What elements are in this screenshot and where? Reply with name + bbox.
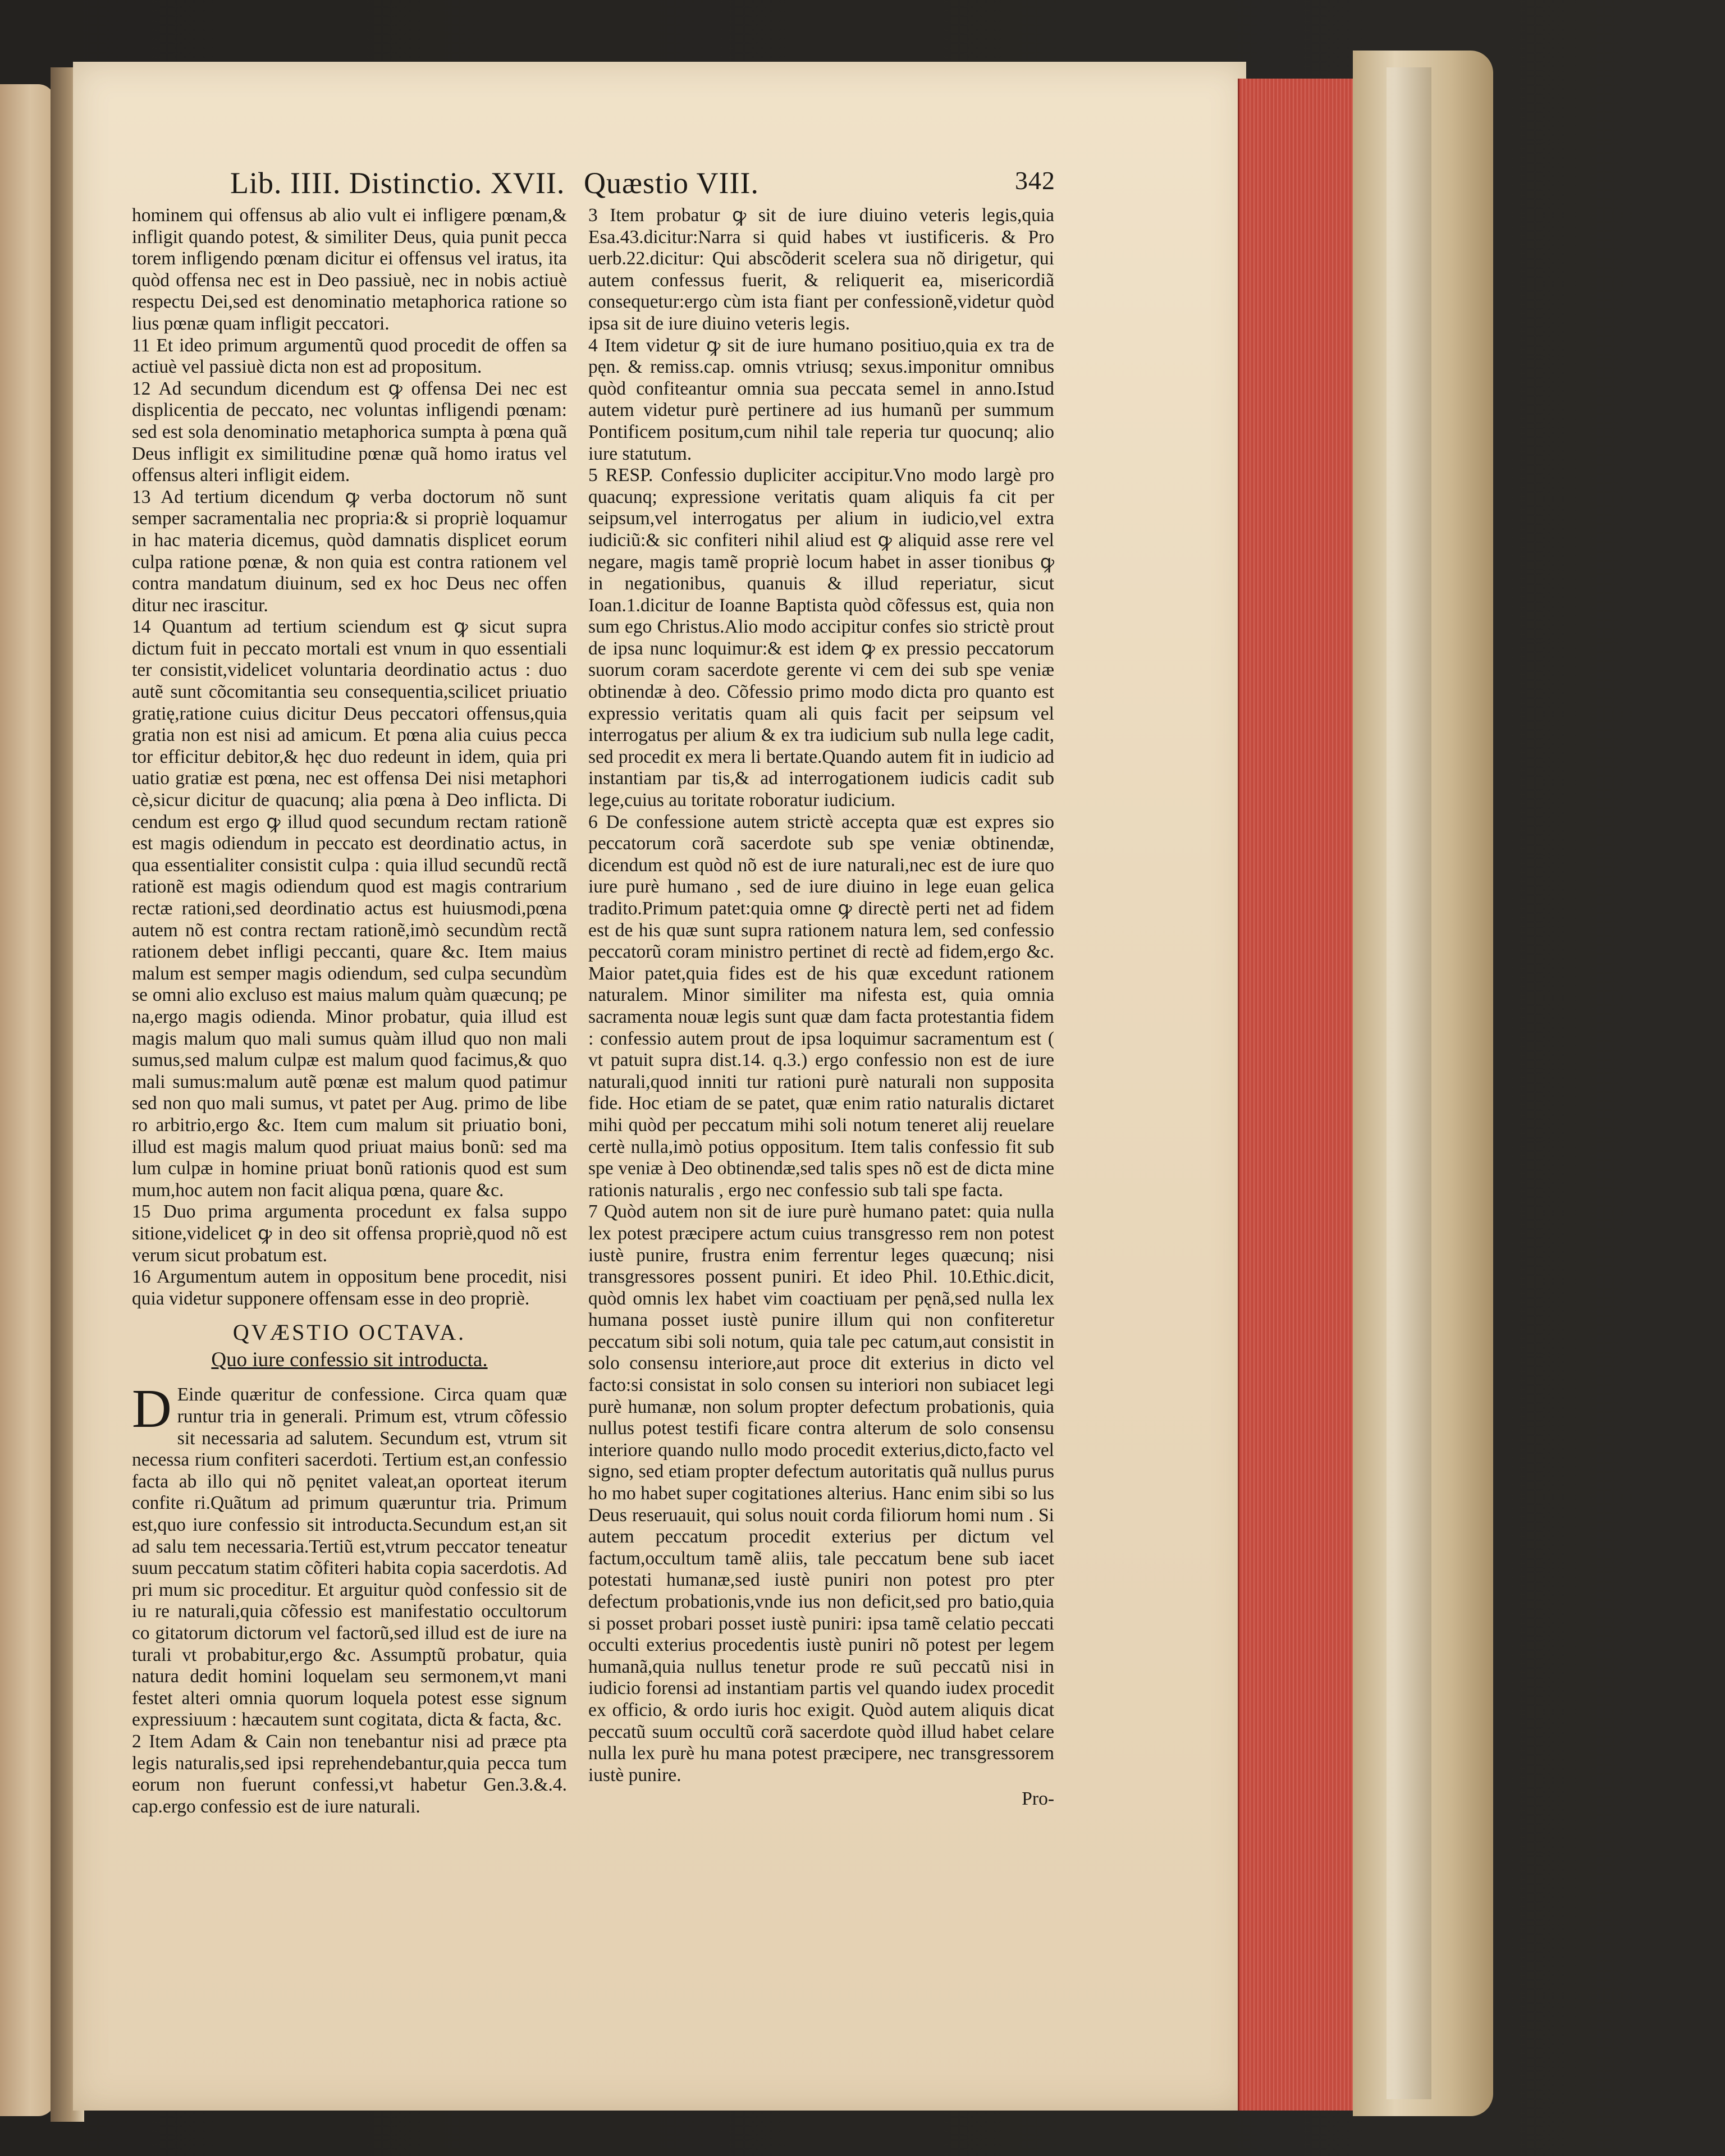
page-number: 342	[1015, 166, 1055, 195]
paragraph: 12 Ad secundum dicendum est ꝙ offensa Dei nec est displicentia de peccato, nec voluntas infligendi pœnam: sed est sola denominatio metaphorica sumpta à pœna quã Deus infligit ex similitudine pœnæ quã homo iratus vel offensus alteri infligit eidem.	[132, 378, 567, 486]
paragraph: 13 Ad tertium dicendum ꝙ verba doctorum nõ sunt semper sacramentalia nec propria:& si propriè loquamur in hac materia dicemus, quòd damnatis displicet eorum culpa ratione pœnæ, & non quia est contra rationem vel contra mandatum diuinum, sed ex hoc Deus nec offen ditur nec irascitur.	[132, 486, 567, 616]
question-subtitle: Quo iure confessio sit introducta.	[211, 1348, 488, 1371]
paragraph: 15 Duo prima argumenta procedunt ex falsa suppo sitione,videlicet ꝙ in deo sit offensa propriè,quod nõ est verum sicut probatum est.	[132, 1201, 567, 1266]
vellum-fold	[1387, 67, 1431, 2099]
paragraph: 2 Item Adam & Cain non tenebantur nisi ad præce pta legis naturalis,sed ipsi reprehendebantur,quia pecca tum eorum non fuerunt confessi,vt habetur Gen.3.&.4. cap.ergo confessio est de iure naturali.	[132, 1731, 567, 1817]
paragraph: 7 Quòd autem non sit de iure purè humano patet: quia nulla lex potest præcipere actum cuius transgresso rem non potest iustè punire, frustra enim ferrentur leges quæcunq; nisi transgressores possent puniri. Et ideo Phil. 10.Ethic.dicit, quòd omnis lex habet vim coactiuam per pęnã,sed nulla lex humana posset iustè punire illum qui non confiteretur peccatum sibi soli notum, quia tale pec catum,aut consistit in solo consensu interiore,aut proce dit exterius in dicto vel facto:si consistat in solo consen su interiori non subiacet legi purè humanæ, non solum propter defectum probationis, quia nullus potest testifi ficare contra alterum de solo consensu interiore quando nullo modo procedit exterius,dicto,facto vel signo, sed etiam propter defectum autoritatis quã nullus purus ho mo habet super cogitationes alterius. Hanc enim sibi so lus Deus reseruauit, qui solus nouit corda filiorum homi num . Si autem peccatum procedit exterius per dictum vel factum,occultum tamẽ aliis, tale peccatum bene sub iacet potestati humanæ,sed iustè puniri non potest pro pter defectum probationis,vnde ius non deficit,sed pro batio,quia si posset probari posset iustè puniri: ipsa tamẽ celatio peccati occulti exterius procedentis iustè puniri nõ potest per legem humanã,quia nullus tenetur prode re suũ peccatũ nisi in iudicio forensi ad instantiam partis vel quando iudex procedit ex officio, & ordo iuris hoc exigit. Quòd autem aliquis dicat peccatũ suum occultũ corã sacerdote quòd illud habet celare nulla lex purè hu mana potest præcipere, nec transgressorem iustè punire.	[588, 1201, 1054, 1786]
paragraph: 16 Argumentum autem in oppositum bene procedit, nisi quia videtur supponere offensam esse in deo propriè.	[132, 1266, 567, 1309]
paragraph: 11 Et ideo primum argumentũ quod procedit de offen sa actiuè vel passiuè dicta non est ad propositum.	[132, 335, 567, 378]
paragraph: hominem qui offensus ab alio vult ei infligere pœnam,& infligit quando potest, & similiter Deus, quia punit pecca torem infligendo pœnam dicitur ei offensus vel iratus, ita quòd offensa nec est in Deo passiuè, nec in nobis actiuè respectu Dei,sed est denominatio metaphorica ratione so lius pœnæ quam infligit peccatori.	[132, 205, 567, 334]
paragraph	[132, 1379, 567, 1731]
running-header	[230, 166, 1055, 210]
left-page-edge	[0, 84, 55, 2116]
header-center: Quæstio VIII.	[584, 166, 759, 200]
paragraph-text: Einde quæritur de confessione. Circa quam quæ runtur tria in generali. Primum est, vtrum cõfessio sit necessaria ad salutem. Secundum est, vtrum sit necessa rium confiteri sacerdoti. Tertium est,an confessio facta ab illo qui nõ pęnitet valeat,an oporteat iterum confite ri.Quãtum ad primum quæruntur tria. Primum est,quo iure confessio sit introducta.Secundum est,an sit ad salu tem necessaria.Tertiũ est,vtrum peccator teneatur suum peccatum statim cõfiteri habita copia sacerdotis. Ad pri mum sic proceditur. Et arguitur quòd confessio sit de iu re naturali,quia cõfessio est manifestatio occultorum co gitatorum dictorum vel factorũ,sed illud est de iure na turali vt probabitur,ergo &c. Assumptũ probatur, quia natura dedit homini loquelam seu sermonem,vt mani festet alteri omnia quorum loquela potest esse signum expressiuum : hæcautem sunt cogitata, dicta & facta, &c.	[132, 1384, 567, 1731]
paragraph: 5 RESP. Confessio dupliciter accipitur.Vno modo largè pro quacunq; expressione veritatis quam aliquis fa cit per seipsum,vel interrogatus per alium in iudicio,vel extra iudiciũ:& sic confiteri nihil aliud est ꝙ aliquid asse rere vel negare, magis tamẽ propriè locum habet in asser tionibus ꝙ in negationibus, quanuis & illud reperiatur, sicut Ioan.1.dicitur de Ioanne Baptista quòd cõfessus est, quia non sum ego Christus.Alio modo accipitur confes sio strictè prout de ipsa nunc loquimur:& est idem ꝙ ex pressio peccatorum suorum coram sacerdote gerente vi cem dei sub spe veniæ obtinendæ à deo. Cõfessio primo modo dicta pro quanto est expressio veritatis quam ali quis facit per seipsum vel interrogatus per alium & ex tra iudicium sub nulla lege cadit, sed procedit ex mera li bertate.Quando autem fit in iudicio ad instantiam par tis,& ad interrogationem iudicis cadit sub lege,cuius au toritate roboratur iudicium.	[588, 465, 1054, 811]
right-column	[588, 205, 1054, 1810]
paragraph: 3 Item probatur ꝙ sit de iure diuino veteris legis,quia Esa.43.dicitur:Narra si quid habes vt iustificeris. & Pro uerb.22.dicitur: Qui abscõderit scelera sua nõ dirigetur, qui autem confessus fuerit, & reliquerit ea, misericordiã consequetur:ergo cùm ista fiant per confessionẽ,videtur quòd ipsa sit de iure diuino veteris legis.	[588, 205, 1054, 334]
paragraph: 6 De confessione autem strictè accepta quæ est expres sio peccatorum corã sacerdote sub spe veniæ obtinendæ, dicendum est quòd nõ est de iure naturali,nec est de iure quo iure purè humano , sed de iure diuino in lege euan gelica tradito.Primum patet:quia omne ꝙ directè perti net ad fidem est de his quæ sunt supra rationem natura lem, sed confessio peccatorũ coram ministro pertinet di rectè ad fidem,ergo &c. Maior patet,quia fides est de his quæ excedunt rationem naturalem. Minor similiter ma nifesta est, quia omnia sacramenta nouæ legis sunt quæ dam facta protestantia fidem : confessio autem prout de ipsa loquimur sacramentum est ( vt patuit supra dist.14. q.3.) ergo confessio non est de iure naturali,quod inniti tur rationi purè naturali non supposita fide. Hoc etiam de se patet, quæ enim ratio naturalis dictaret mihi quòd per peccatum mihi soli notum teneret alij reuelare certè nulla,imò potius oppositum. Item talis confessio fit sub spe veniæ à Deo obtinendæ,sed talis spes nõ est de dicta mine rationis naturalis , ergo nec confessio sub tali spe facta.	[588, 811, 1054, 1201]
paragraph: 4 Item videtur ꝙ sit de iure humano positiuo,quia ex tra de pęn. & remiss.cap. omnis vtriusq; sexus.imponitur omnibus quòd confiteantur omnia sua peccata semel in anno.Istud autem videtur purè pertinere ad ius humanũ per summum Pontificem positum,cum nihil tale reperia tur quocunq; alio iure statutum.	[588, 335, 1054, 464]
red-page-edges	[1238, 79, 1360, 2111]
question-title: QVÆSTIO OCTAVA.	[232, 1320, 466, 1345]
left-column	[132, 205, 567, 1818]
paragraph: 14 Quantum ad tertium sciendum est ꝙ sicut supra dictum fuit in peccato mortali est vnum in quo essentiali ter consistit,videlicet voluntaria deordinatio actus : duo autẽ sunt cõcomitantia seu consequentia,scilicet priuatio gratię,ratione cuius dicitur Deus peccatori offensus,quia gratia non est nisi ad amicum. Et pœna alia cuius pecca tor efficitur debitor,& hęc duo redeunt in idem, quia pri uatio gratiæ est pœna, nec est offensa Dei nisi metaphori cè,sicur dicitur de quacunq; alia pœna à Deo inflicta. Di cendum est ergo ꝙ illud quod secundum rectam rationẽ est magis odiendum in peccato est deordinatio actus, in qua essentialiter consistit culpa : quia illud secundũ rectã rationẽ est magis odiendum quod est magis contrarium rectæ rationi,sed deordinatio actus est huiusmodi,pœna autem nõ est contra rectam rationẽ,imò secundùm rectã rationem debet infligi peccanti, quare &c. Item maius malum est semper magis odiendum, sed culpa secundùm se omni alio excluso est maius malum quàm quæcunq; pe na,ergo magis odienda. Minor probatur, quia illud est magis malum quo mali sumus quàm illud quo non mali sumus,sed malum culpæ est malum quod facimus,& quo mali sumus:malum autẽ pœnæ est malum quod patimur sed non quo mali sumus, vt patet per Aug. primo de libe ro arbitrio,ergo &c. Item cum malum sit priuatio boni, illud est magis malum quod priuat maius bonũ: sed ma lum culpæ in homine priuat bonũ rationis quod est sum mum,hoc autem non facit aliqua pœna, quare &c.	[132, 616, 567, 1201]
catchword: Pro-	[1022, 1788, 1054, 1810]
drop-cap: D	[132, 1379, 172, 1440]
header-left: Lib. IIII. Distinctio. XVII.	[230, 166, 565, 200]
